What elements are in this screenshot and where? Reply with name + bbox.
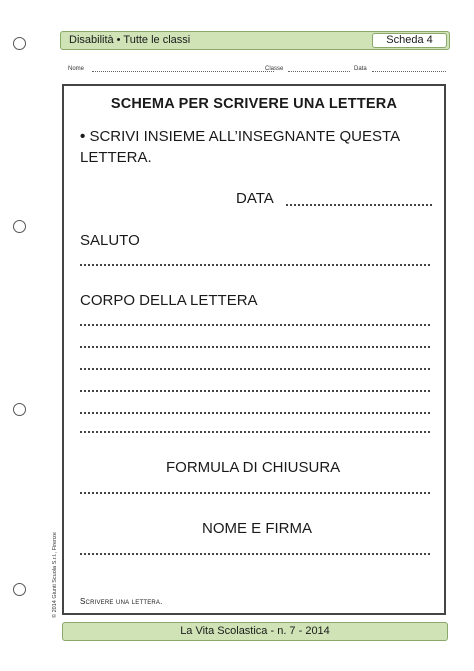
letter-date-label: DATA [236, 190, 274, 207]
body-line-3[interactable] [80, 368, 430, 370]
body-line-6[interactable] [80, 431, 430, 433]
name-label: Nome [68, 66, 85, 72]
signature-line[interactable] [80, 553, 430, 555]
greeting-line[interactable] [80, 264, 430, 266]
class-field[interactable] [288, 71, 350, 72]
binder-hole-4 [13, 583, 26, 596]
header-bar [60, 31, 450, 50]
letter-date-line[interactable] [286, 204, 432, 206]
body-line-5[interactable] [80, 412, 430, 414]
body-line-2[interactable] [80, 346, 430, 348]
body-label: CORPO DELLA LETTERA [80, 292, 258, 309]
class-label: Classe [265, 66, 284, 72]
bullet-icon: • [80, 128, 86, 145]
footnote: Scrivere una lettera. [80, 597, 163, 606]
copyright-notice: © 2014 Giunti Scuola S.r.l., Firenze [52, 532, 58, 618]
greeting-label: SALUTO [80, 232, 140, 249]
instruction-label: SCRIVI INSIEME ALL’INSEGNANTE QUESTA LETTERA. [80, 128, 400, 166]
footer-bar: La Vita Scolastica - n. 7 - 2014 [62, 622, 448, 641]
name-field[interactable] [92, 71, 274, 72]
closing-label: FORMULA DI CHIUSURA [166, 459, 341, 476]
worksheet-title: SCHEMA PER SCRIVERE UNA LETTERA [110, 96, 398, 112]
binder-hole-1 [13, 37, 26, 50]
sheet-number-badge: Scheda 4 [372, 33, 447, 48]
binder-hole-2 [13, 220, 26, 233]
body-line-1[interactable] [80, 324, 430, 326]
worksheet-frame [62, 84, 446, 615]
date-field[interactable] [372, 71, 446, 72]
closing-line[interactable] [80, 492, 430, 494]
body-line-4[interactable] [80, 390, 430, 392]
category-label: Disabilità • Tutte le classi [69, 34, 191, 46]
date-field-label: Data [354, 66, 367, 72]
instruction-text [80, 126, 430, 168]
signature-label: NOME E FIRMA [202, 520, 313, 537]
binder-hole-3 [13, 403, 26, 416]
